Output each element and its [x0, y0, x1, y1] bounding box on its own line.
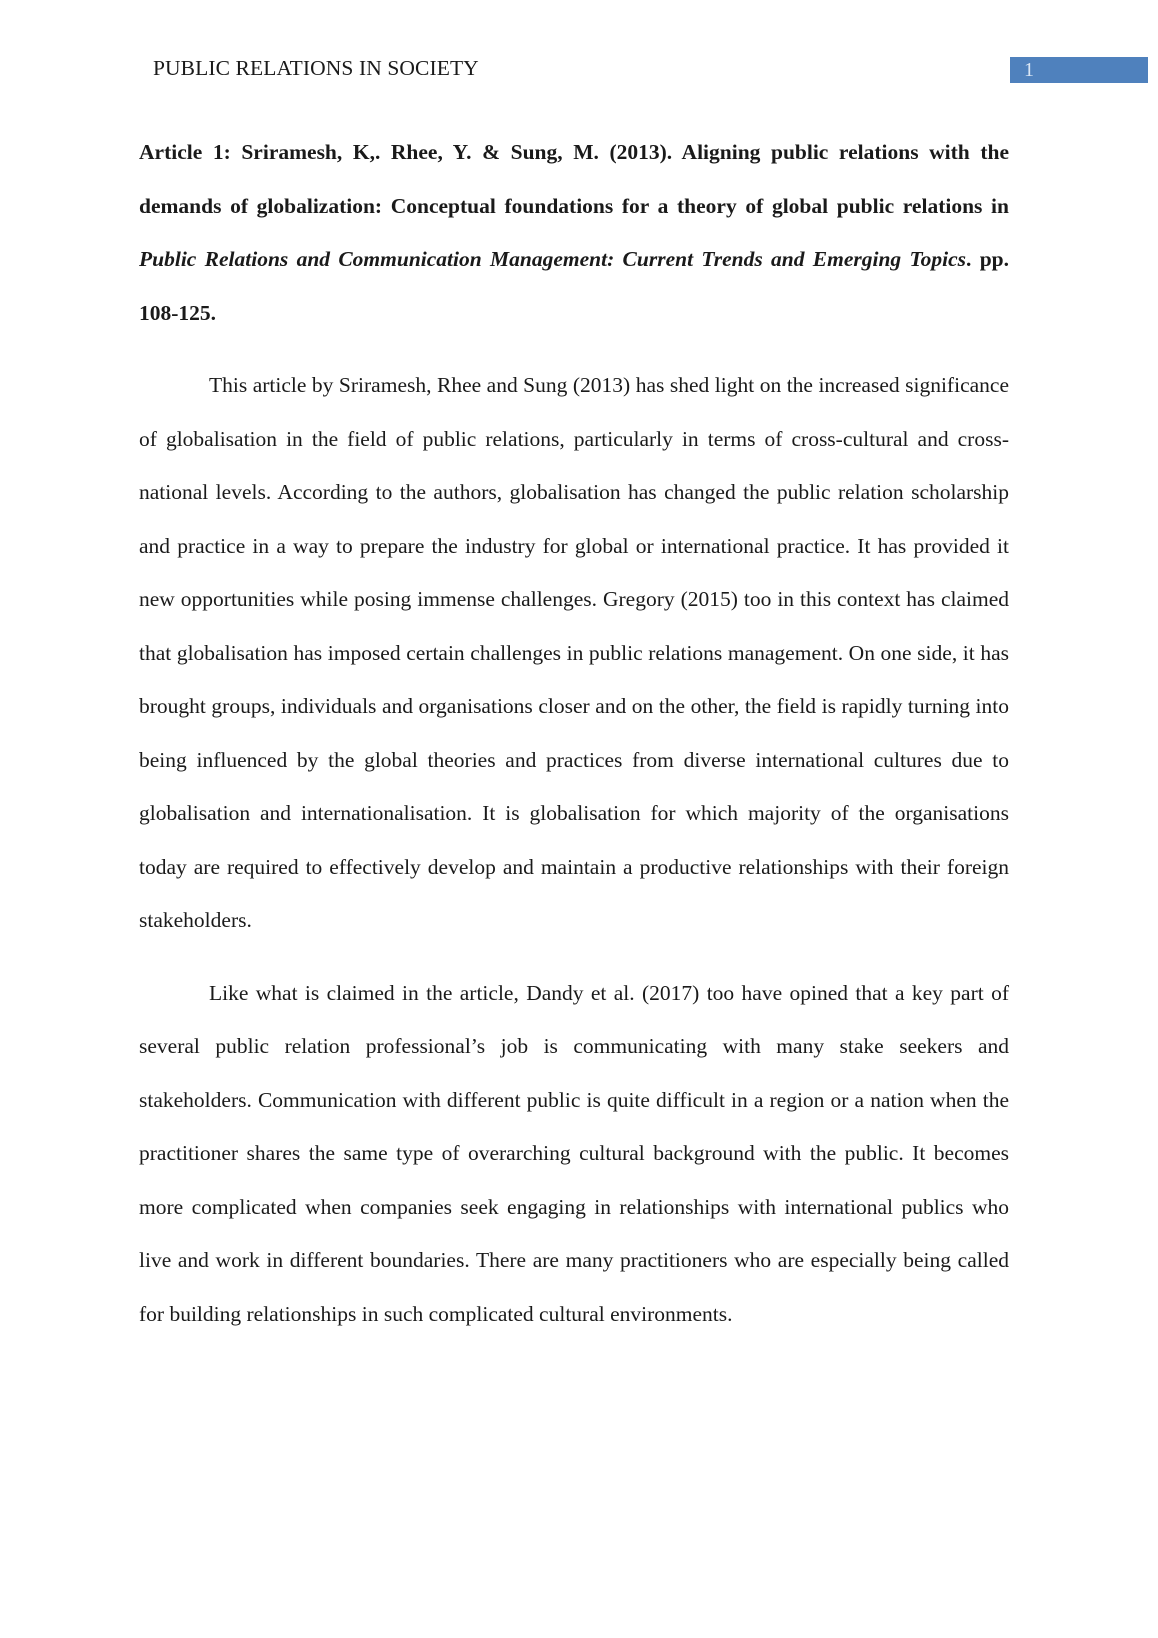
- citation-book-title: Public Relations and Communication Management: Current Trends and Emerging Topics: [139, 247, 967, 271]
- body-paragraph-1: This article by Sriramesh, Rhee and Sung (2013) has shed light on the increased significance of globalisation in the field of public relations, particularly in terms of cross-cultural and cross-national levels. According to the authors, globalisation has changed the public relation scholarship and practice in a way to prepare the industry for global or international practice. It has provided it new opportunities while posing immense challenges. Gregory (2015) too in this context has claimed that globalisation has imposed certain challenges in public relations management. On one side, it has brought groups, individuals and organisations closer and on the other, the field is rapidly turning into being influenced by the global theories and practices from diverse international cultures due to globalisation and internationalisation. It is globalisation for which majority of the organisations today are required to effectively develop and maintain a productive relationships with their foreign stakeholders.: [139, 373, 1009, 932]
- citation-authors-title: Sriramesh, K,. Rhee, Y. & Sung, M. (2013). Aligning public relations with the demands of globalization: Conceptual foundations for a theory of global public relations in: [139, 140, 1009, 218]
- document-body: [139, 126, 1009, 1341]
- page-number: 1: [1010, 57, 1148, 83]
- citation-label: Article 1:: [139, 140, 231, 164]
- body-paragraph-2: Like what is claimed in the article, Dandy et al. (2017) too have opined that a key part of several public relation professional’s job is communicating with many stake seekers and stakeholders. Communication with different public is quite difficult in a region or a nation when the practitioner shares the same type of overarching cultural background with the public. It becomes more complicated when companies seek engaging in relationships with international publics who live and work in different boundaries. There are many practitioners who are especially being called for building relationships in such complicated cultural environments.: [139, 980, 1009, 1326]
- article-citation: [139, 126, 1009, 340]
- citation-pages: . pp. 108-125.: [139, 247, 1009, 325]
- running-head: PUBLIC RELATIONS IN SOCIETY: [153, 56, 479, 80]
